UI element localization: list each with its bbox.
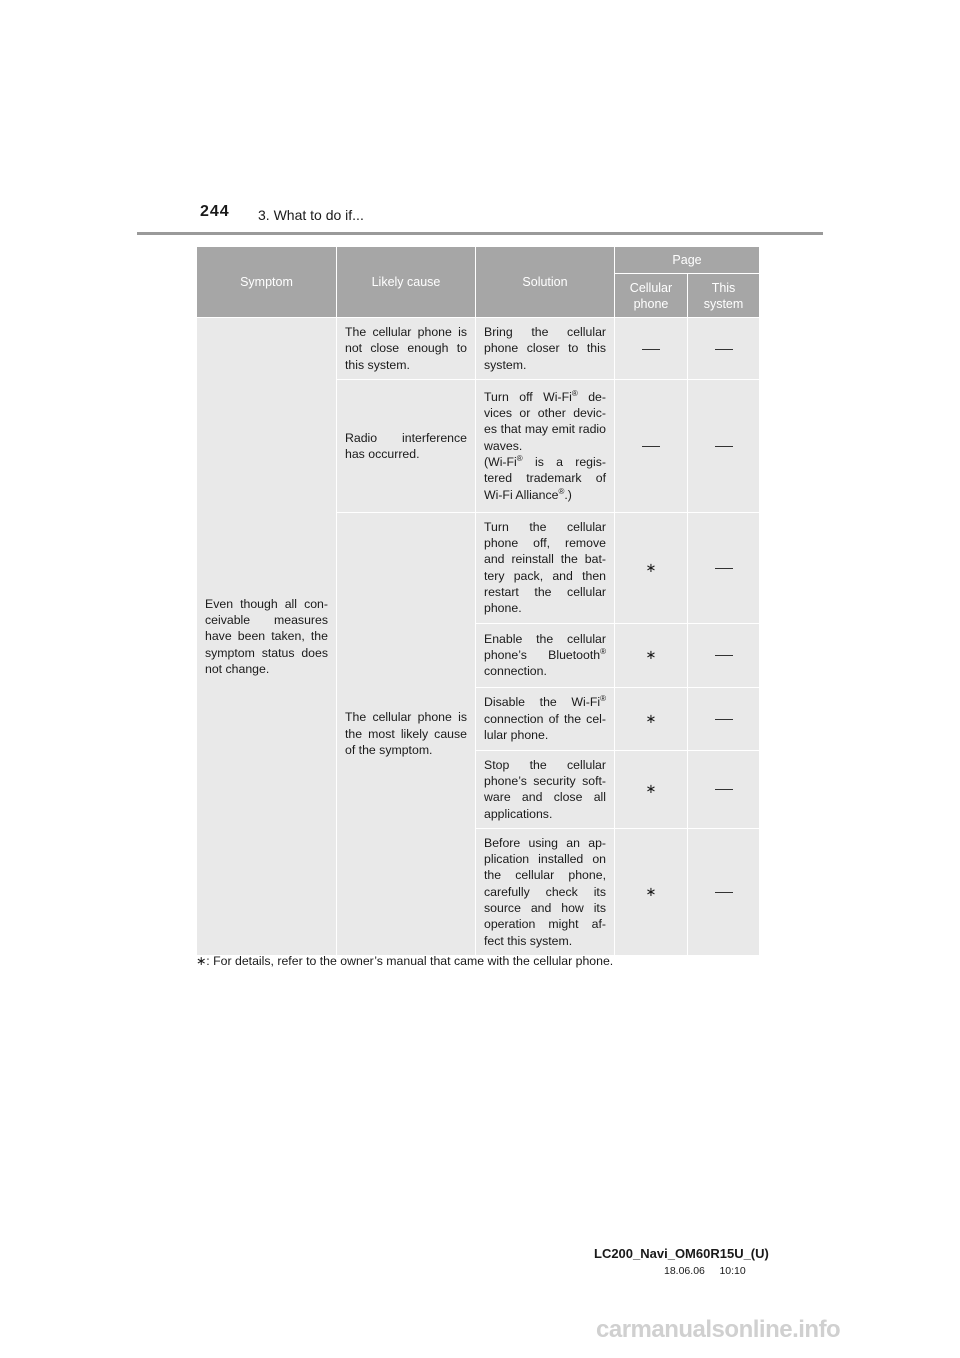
registered-mark: ® [600, 694, 606, 704]
header-solution: Solution [476, 247, 615, 318]
document-code: LC200_Navi_OM60R15U_(U) [594, 1246, 769, 1261]
header-symptom: Symptom [197, 247, 337, 318]
page-number: 244 [200, 203, 230, 220]
dash-mark [715, 446, 733, 447]
page-cellular-cell [615, 623, 688, 687]
asterisk-mark: ∗ [645, 559, 657, 575]
header-cellular-phone: Cellular phone [615, 274, 688, 318]
page-system-cell [688, 379, 760, 512]
registered-mark: ® [600, 646, 606, 656]
solution-check-application: Before using an ap-plication installed on the cellular phone, carefully check its source and how its operation might af-fect this system. [476, 828, 615, 955]
page-system-cell [688, 318, 760, 380]
cause-phone: The cellular phone is the most likely cause of the symptom. [337, 512, 476, 955]
header-likely-cause: Likely cause [337, 247, 476, 318]
cause-radio: Radio interference has occurred. [337, 379, 476, 512]
dash-mark [715, 892, 733, 893]
page-cellular-cell [615, 750, 688, 828]
troubleshooting-table [196, 246, 760, 956]
solution-enable-bluetooth: Enable the cellular phone’s Bluetooth® connection. [476, 623, 615, 687]
page-cellular-cell [615, 318, 688, 380]
cause-distance: The cellular phone is not close enough to this system. [337, 318, 476, 380]
dash-mark [642, 349, 660, 350]
dash-mark [715, 719, 733, 720]
page-system-cell [688, 687, 760, 750]
asterisk-mark: ∗ [645, 710, 657, 726]
solution-turn-off-wifi: Turn off Wi-Fi® de-vices or other devic-es that may emit radio waves. (Wi-Fi® is a regis-tered trademark of Wi-Fi Alliance®.) [476, 379, 615, 512]
registered-mark: ® [516, 453, 523, 463]
footnote: ∗: For details, refer to the owner’s manual that came with the cellular phone. [196, 954, 614, 968]
page-cellular-cell [615, 379, 688, 512]
page-cellular-cell [615, 828, 688, 955]
header-rule [137, 232, 823, 235]
table-row [197, 318, 760, 380]
registered-mark: ® [558, 486, 565, 496]
solution-disable-wifi: Disable the Wi-Fi® connection of the cel-lular phone. [476, 687, 615, 750]
page-system-cell [688, 750, 760, 828]
header-page: Page [615, 247, 760, 274]
symptom-cell: Even though all con-ceivable measures have been taken, the symptom status does not change. [197, 318, 337, 956]
header-this-system: This system [688, 274, 760, 318]
asterisk-mark: ∗ [645, 647, 657, 663]
registered-mark: ® [571, 388, 578, 398]
dash-mark [715, 789, 733, 790]
page-system-cell [688, 623, 760, 687]
asterisk-mark: ∗ [645, 883, 657, 899]
page-cellular-cell [615, 512, 688, 623]
page-system-cell [688, 828, 760, 955]
dash-mark [715, 655, 733, 656]
solution-stop-security: Stop the cellular phone’s security soft-ware and close all applications. [476, 750, 615, 828]
solution-move-closer: Bring the cellular phone closer to this system. [476, 318, 615, 380]
dash-mark [642, 446, 660, 447]
asterisk-mark: ∗ [645, 781, 657, 797]
document-date-time: 18.06.06 10:10 [664, 1265, 746, 1277]
solution-restart-phone: Turn the cellular phone off, remove and reinstall the bat-tery pack, and then restart the cellular phone. [476, 512, 615, 623]
section-title: 3. What to do if... [258, 207, 364, 223]
page-cellular-cell [615, 687, 688, 750]
page-system-cell [688, 512, 760, 623]
watermark: carmanualsonline.info [596, 1316, 841, 1343]
dash-mark [715, 568, 733, 569]
dash-mark [715, 349, 733, 350]
